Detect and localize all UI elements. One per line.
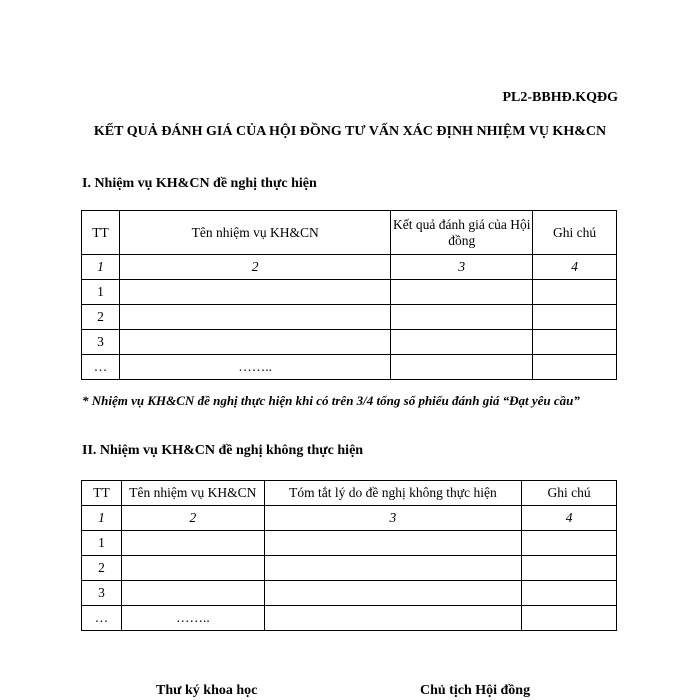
cell-notes <box>522 581 617 606</box>
cell-task-name: …….. <box>121 606 264 631</box>
cell-task-name <box>121 581 264 606</box>
row-number: 3 <box>82 330 120 355</box>
cell-notes <box>522 556 617 581</box>
row-number: 2 <box>82 305 120 330</box>
cell-notes <box>522 531 617 556</box>
row-number: 3 <box>82 581 122 606</box>
cell-task-name <box>119 280 390 305</box>
footnote: * Nhiệm vụ KH&CN đề nghị thực hiện khi có trên 3/4 tổng số phiếu đánh giá “Đạt yêu cầu” <box>82 393 580 408</box>
column-header-reason: Tóm tắt lý do đề nghị không thực hiện <box>264 481 521 506</box>
column-header-tt: TT <box>82 211 120 255</box>
column-header-notes: Ghi chú <box>533 211 617 255</box>
document-title: KẾT QUẢ ĐÁNH GIÁ CỦA HỘI ĐỒNG TƯ VẤN XÁC ĐỊNH NHIỆM VỤ KH&CN <box>93 124 607 139</box>
column-index: 3 <box>264 506 521 531</box>
column-header-notes: Ghi chú <box>522 481 617 506</box>
column-index: 1 <box>82 255 120 280</box>
cell-notes <box>533 355 617 380</box>
column-header-task-name: Tên nhiệm vụ KH&CN <box>119 211 390 255</box>
cell-notes <box>533 280 617 305</box>
table-row <box>82 305 617 330</box>
cell-evaluation <box>391 305 533 330</box>
signature-secretary: Thư ký khoa học <box>156 683 258 698</box>
column-index: 4 <box>522 506 617 531</box>
cell-task-name <box>119 330 390 355</box>
column-index: 2 <box>119 255 390 280</box>
section-2-heading: II. Nhiệm vụ KH&CN đề nghị không thực hiện <box>82 443 364 458</box>
row-number: 1 <box>82 280 120 305</box>
document-code: PL2-BBHĐ.KQĐG <box>502 90 618 105</box>
cell-notes <box>522 606 617 631</box>
table-row <box>82 531 617 556</box>
row-number: … <box>82 355 120 380</box>
row-number: … <box>82 606 122 631</box>
table-row <box>82 606 617 631</box>
cell-task-name: …….. <box>119 355 390 380</box>
cell-evaluation <box>391 280 533 305</box>
column-header-tt: TT <box>82 481 122 506</box>
cell-evaluation <box>391 330 533 355</box>
column-index: 4 <box>533 255 617 280</box>
table-row <box>82 280 617 305</box>
table-row <box>82 355 617 380</box>
cell-task-name <box>121 556 264 581</box>
row-number: 1 <box>82 531 122 556</box>
cell-reason <box>264 606 521 631</box>
cell-task-name <box>119 305 390 330</box>
table-not-recommended-tasks <box>81 480 617 631</box>
table-row <box>82 556 617 581</box>
column-index: 2 <box>121 506 264 531</box>
cell-notes <box>533 330 617 355</box>
signature-chairman: Chủ tịch Hội đồng <box>420 683 531 698</box>
row-number: 2 <box>82 556 122 581</box>
cell-notes <box>533 305 617 330</box>
section-1-heading: I. Nhiệm vụ KH&CN đề nghị thực hiện <box>82 176 317 191</box>
table-header-row <box>82 211 617 255</box>
table-row <box>82 581 617 606</box>
column-index-row <box>82 255 617 280</box>
column-header-evaluation: Kết quả đánh giá của Hội đồng <box>391 211 533 255</box>
cell-reason <box>264 531 521 556</box>
column-index: 3 <box>391 255 533 280</box>
cell-task-name <box>121 531 264 556</box>
cell-reason <box>264 581 521 606</box>
table-header-row <box>82 481 617 506</box>
cell-evaluation <box>391 355 533 380</box>
column-index-row <box>82 506 617 531</box>
table-recommended-tasks <box>81 210 617 380</box>
table-row <box>82 330 617 355</box>
cell-reason <box>264 556 521 581</box>
column-index: 1 <box>82 506 122 531</box>
column-header-task-name: Tên nhiệm vụ KH&CN <box>121 481 264 506</box>
